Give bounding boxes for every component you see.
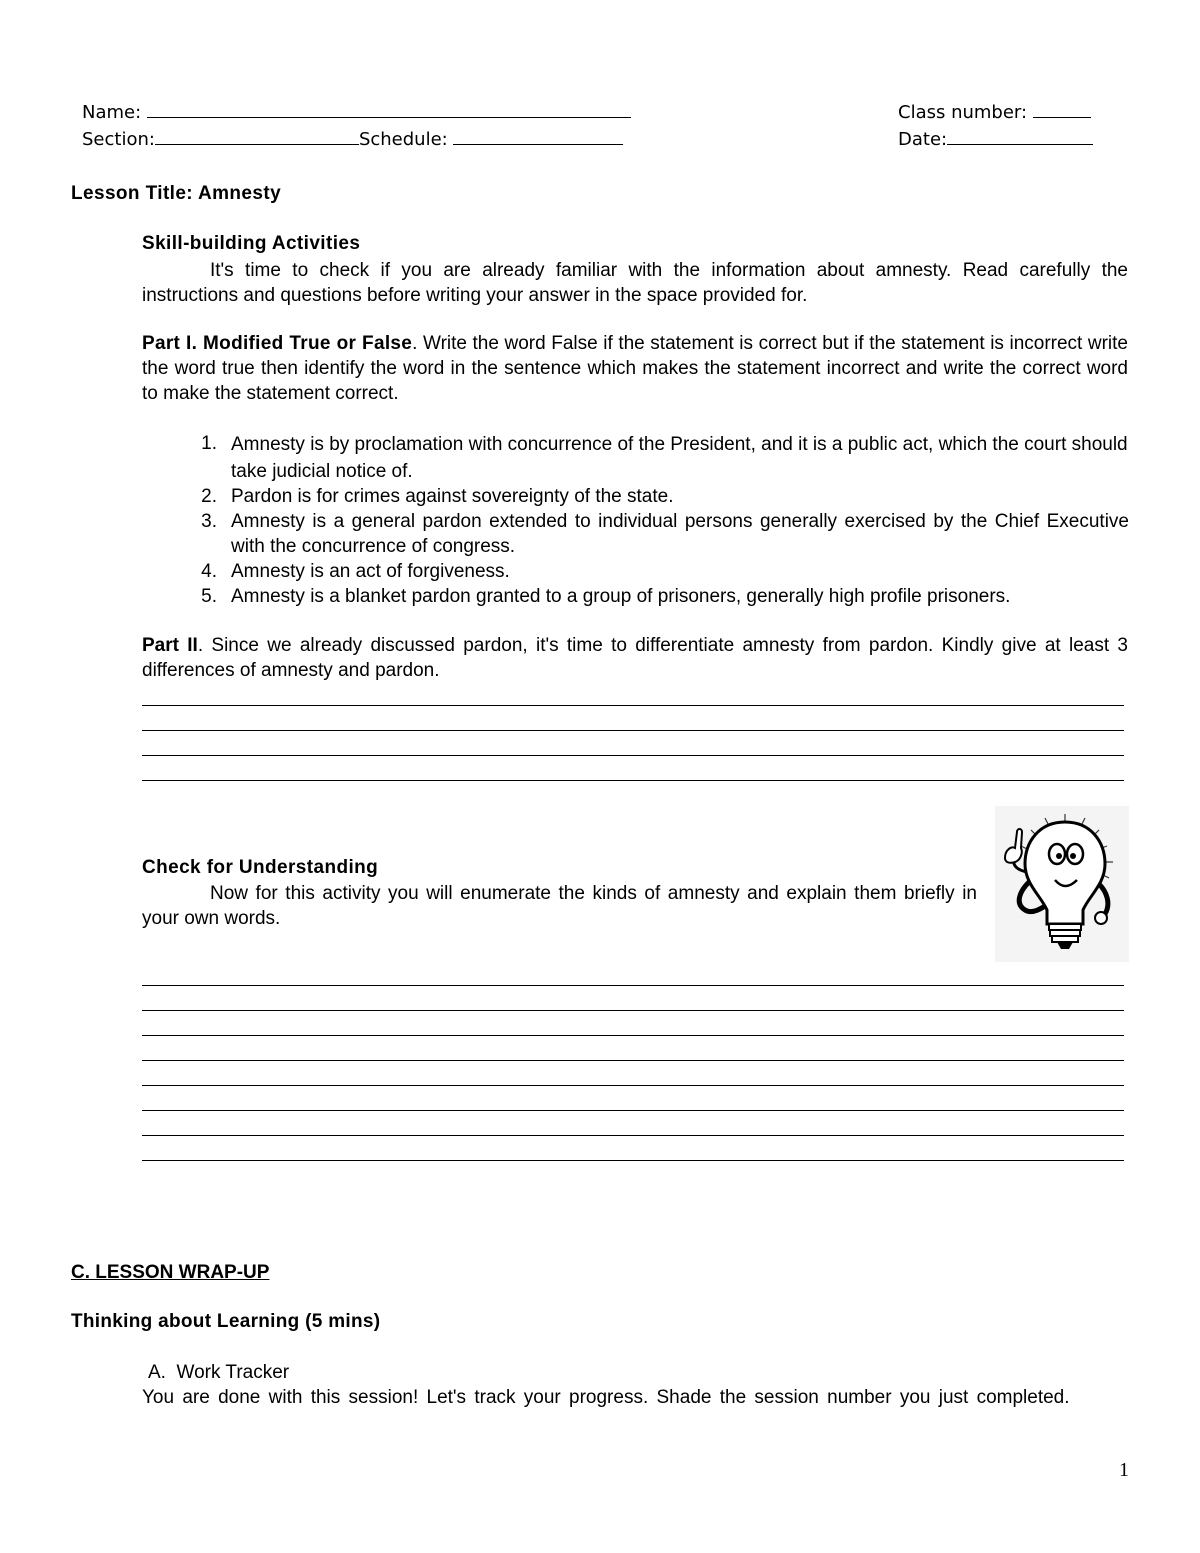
- list-item-text: Amnesty is a general pardon extended to individual persons generally exercised by the Chief Executive with the concurrence of congress.: [231, 511, 1129, 557]
- answer-line[interactable]: [142, 1135, 1124, 1136]
- part1-instructions: . Write the word False if the statement is correct but if the statement is incorrect write the word true then identify the word in the sentence which makes the statement incorrect and write the correct word to make the statement correct.: [142, 333, 1128, 404]
- part2-instructions-paragraph: [142, 633, 1128, 683]
- check-understanding-intro: Now for this activity you will enumerate the kinds of amnesty and explain them briefly in your own words.: [142, 883, 977, 929]
- lightbulb-illustration: [995, 806, 1129, 962]
- answer-line[interactable]: [142, 705, 1124, 706]
- answer-line[interactable]: [142, 1085, 1124, 1086]
- section-line: [155, 128, 359, 145]
- date-label: Date:: [898, 129, 948, 150]
- list-item-number: 2.: [201, 486, 217, 507]
- answer-line[interactable]: [142, 730, 1124, 731]
- answer-line[interactable]: [142, 1160, 1124, 1161]
- answer-line[interactable]: [142, 1110, 1124, 1111]
- class-number-row: [898, 101, 1091, 123]
- answer-line[interactable]: [142, 755, 1124, 756]
- answer-line[interactable]: [142, 780, 1124, 781]
- answer-line[interactable]: [142, 985, 1124, 986]
- list-item-text: Amnesty is a blanket pardon granted to a group of prisoners, generally high profile prisoners.: [231, 586, 1011, 607]
- class-number-label: Class number:: [898, 102, 1028, 123]
- date-row: [898, 128, 1093, 150]
- list-item-number: 5.: [201, 586, 217, 607]
- work-tracker-label: Work Tracker: [176, 1362, 290, 1383]
- part1-instructions-paragraph: [142, 331, 1128, 406]
- schedule-label: Schedule:: [358, 129, 448, 150]
- list-item-number: 4.: [201, 561, 217, 582]
- part1-list: [0, 431, 1200, 611]
- lightbulb-icon: [995, 806, 1129, 962]
- part2-instructions: . Since we already discussed pardon, it's time to differentiate amnesty from pardon. Kindly give at least 3 differences of amnesty and pardon.: [142, 635, 1128, 681]
- check-understanding-heading: Check for Understanding: [142, 857, 379, 878]
- list-item-text: Amnesty is by proclamation with concurrence of the President, and it is a public act, which the court should take judicial notice of.: [231, 434, 1128, 482]
- page-number: 1: [1119, 1459, 1129, 1481]
- work-tracker-item: [148, 1360, 289, 1385]
- skill-building-heading: Skill-building Activities: [142, 233, 361, 254]
- answer-line[interactable]: [142, 1060, 1124, 1061]
- list-item-number: 1.: [201, 433, 217, 454]
- work-tracker-letter: A.: [148, 1362, 166, 1383]
- part2-label: Part II: [142, 635, 198, 656]
- list-item-number: 3.: [201, 511, 217, 532]
- schedule-line: [453, 128, 623, 145]
- work-tracker-text: You are done with this session! Let's track your progress. Shade the session number you just completed.: [142, 1387, 1070, 1408]
- name-label: Name:: [82, 102, 142, 123]
- date-line: [947, 128, 1093, 145]
- wrap-up-heading: C. LESSON WRAP-UP: [71, 1262, 270, 1283]
- list-item-text: Amnesty is an act of forgiveness.: [231, 561, 510, 582]
- part1-label: Part I. Modified True or False: [142, 333, 413, 354]
- name-line: [147, 101, 631, 118]
- list-item-text: Pardon is for crimes against sovereignty of the state.: [231, 486, 674, 507]
- section-label: Section:: [82, 129, 155, 150]
- name-row: [82, 101, 631, 123]
- section-row: [82, 128, 623, 150]
- skill-building-intro: It's time to check if you are already familiar with the information about amnesty. Read carefully the instructions and questions before writing your answer in the space provided for.: [142, 260, 1128, 306]
- lesson-title: Lesson Title: Amnesty: [71, 183, 282, 204]
- thinking-about-learning-heading: Thinking about Learning (5 mins): [71, 1311, 381, 1332]
- answer-line[interactable]: [142, 1010, 1124, 1011]
- class-number-line: [1033, 101, 1091, 118]
- answer-line[interactable]: [142, 1035, 1124, 1036]
